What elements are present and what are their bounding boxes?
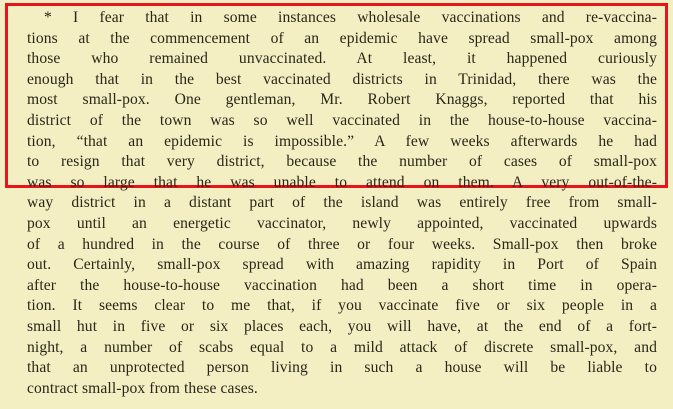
text-line: of a hundred in the course of three or four weeks. Small-pox then broke xyxy=(27,235,657,253)
text-line: tion. It seems clear to me that, if you vaccinate five or six people in a xyxy=(27,297,657,315)
text-line: night, a number of scabs equal to a mild attack of discrete small-pox, and xyxy=(27,338,657,356)
text-line: tion, “that an epidemic is impossible.” A few weeks afterwards he had xyxy=(27,132,657,150)
text-line: way district in a distant part of the island was entirely free from small- xyxy=(27,194,657,212)
text-line: was so large that he was unable to attend on them. A very out-of-the- xyxy=(27,173,657,191)
text-line: enough that in the best vaccinated districts in Trinidad, there was the xyxy=(27,70,657,88)
text-line: tions at the commencement of an epidemic have spread small-pox among xyxy=(27,29,657,47)
text-line: contract small-pox from these cases. xyxy=(27,379,258,397)
text-line: those who remained unvaccinated. At least, it happened curiously xyxy=(27,50,657,68)
text-line: pox until an energetic vaccinator, newly appointed, vaccinated upwards xyxy=(27,215,657,232)
text-line: to resign that very district, because the number of cases of small-pox xyxy=(27,153,657,171)
text-line: small hut in five or six places each, you will have, at the end of a fort- xyxy=(27,318,657,335)
text-line: most small-pox. One gentleman, Mr. Robert Knaggs, reported that his xyxy=(27,91,657,109)
text-line: after the house-to-house vaccination had been a short time in opera- xyxy=(27,276,657,294)
text-line: out. Certainly, small-pox spread with amazing rapidity in Port of Spain xyxy=(27,256,657,274)
text-line: * I fear that in some instances wholesale vaccinations and re-vaccina- xyxy=(44,9,657,26)
text-line: district of the town was so well vaccinated in the house-to-house vaccina- xyxy=(27,112,657,129)
text-line: that an unprotected person living in such a house will be liable to xyxy=(27,359,657,377)
